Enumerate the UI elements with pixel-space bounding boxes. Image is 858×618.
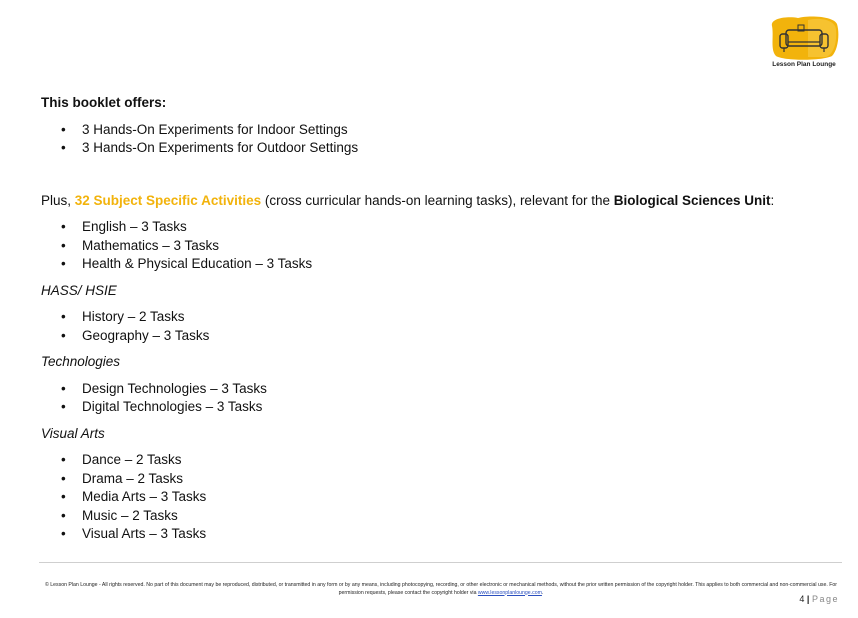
activities-highlight: 32 Subject Specific Activities — [74, 192, 262, 208]
booklet-heading: This booklet offers: — [41, 95, 167, 110]
list-item: • Visual Arts – 3 Tasks — [41, 525, 821, 544]
list-item: • 3 Hands-On Experiments for Outdoor Settings — [41, 139, 821, 158]
activities-intro — [41, 192, 821, 211]
visual-arts-list — [41, 451, 821, 544]
page-separator: | — [806, 594, 810, 604]
intro-suffix: : — [770, 192, 775, 208]
list-item: • 3 Hands-On Experiments for Indoor Settings — [41, 121, 821, 140]
section-title-visual-arts: Visual Arts — [41, 425, 105, 441]
website-link[interactable]: www.lessonplanlounge.com — [477, 589, 542, 596]
list-item: • Media Arts – 3 Tasks — [41, 488, 821, 507]
footer-divider — [39, 562, 842, 563]
unit-name: Biological Sciences Unit — [613, 192, 771, 208]
copyright-end: . — [541, 589, 544, 596]
list-item: • English – 3 Tasks — [41, 218, 821, 237]
technologies-list — [41, 380, 821, 417]
copyright-notice — [41, 582, 841, 597]
logo-caption: Lesson Plan Lounge — [772, 61, 836, 68]
page-number — [799, 594, 839, 604]
list-item: • Music – 2 Tasks — [41, 507, 821, 526]
offers-list — [41, 121, 821, 158]
page-content — [41, 94, 821, 544]
list-item: • Drama – 2 Tasks — [41, 470, 821, 489]
page-number-value: 4 — [799, 594, 805, 604]
list-item: • Design Technologies – 3 Tasks — [41, 380, 821, 399]
logo — [768, 16, 840, 72]
section-title-technologies: Technologies — [41, 354, 121, 369]
page-label: Page — [811, 594, 839, 604]
list-item: • Digital Technologies – 3 Tasks — [41, 398, 821, 417]
sofa-icon — [768, 16, 840, 60]
hass-list — [41, 308, 821, 345]
core-subjects-list — [41, 218, 821, 274]
list-item: • Dance – 2 Tasks — [41, 451, 821, 470]
list-item: • Mathematics – 3 Tasks — [41, 237, 821, 256]
list-item: • Geography – 3 Tasks — [41, 327, 821, 346]
intro-middle: (cross curricular hands-on learning tasks), relevant for the — [261, 192, 614, 208]
copyright-text: © Lesson Plan Lounge - All rights reserved. No part of this document may be reproduced, distributed, or transmitted in any form or by any means, including photocopying, recording, or other electronic or mechanical methods, without the prior written permission of the copyright holder. This applies to both commercial and non-commercial use. For permission requests, please contact the copyright holder via — [44, 582, 838, 596]
list-item: • History – 2 Tasks — [41, 308, 821, 327]
intro-prefix: Plus, — [41, 192, 75, 208]
section-title-hass: HASS/ HSIE — [41, 282, 117, 298]
list-item: • Health & Physical Education – 3 Tasks — [41, 255, 821, 274]
